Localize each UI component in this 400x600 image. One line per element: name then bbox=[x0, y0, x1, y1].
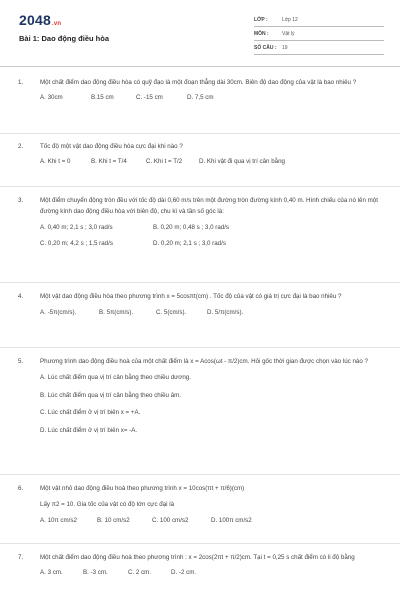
option-a[interactable]: A. 3 cm. bbox=[40, 568, 63, 576]
question-text: Một vật dao động điều hòa theo phương trình x = 5cosπt(cm) . Tốc độ của vật có giá trị cực đại là bao nhiêu ? bbox=[40, 293, 342, 300]
header-divider bbox=[0, 66, 400, 67]
option-c[interactable]: C. 100 cm/s2 bbox=[152, 516, 189, 524]
question-divider bbox=[0, 133, 400, 134]
option-d[interactable]: D. -2 cm. bbox=[171, 568, 197, 576]
question-3 bbox=[18, 196, 383, 250]
meta-value: Vật lý bbox=[282, 31, 295, 37]
question-divider bbox=[0, 347, 400, 348]
logo-suffix: .vn bbox=[51, 21, 62, 27]
question-4 bbox=[18, 292, 383, 319]
question-2 bbox=[18, 142, 383, 168]
logo-text: 2048 bbox=[19, 12, 51, 28]
question-number: 5. bbox=[18, 358, 24, 365]
option-d[interactable]: D. 5/π(cm/s). bbox=[207, 308, 244, 316]
question-divider bbox=[0, 282, 400, 283]
question-divider bbox=[0, 186, 400, 187]
option-b[interactable]: B. 10 cm/s2 bbox=[97, 516, 130, 524]
question-number: 2. bbox=[18, 143, 24, 150]
option-a[interactable]: A. 10π cm/s2 bbox=[40, 516, 77, 524]
option-d[interactable]: D. Khi vật đi qua vị trí cân bằng bbox=[199, 157, 285, 165]
answer-options bbox=[40, 373, 383, 437]
meta-underline bbox=[254, 54, 384, 55]
option-a[interactable]: A. -5π(cm/s). bbox=[40, 308, 77, 316]
option-c[interactable]: C. -15 cm bbox=[136, 93, 163, 101]
meta-underline bbox=[254, 26, 384, 27]
meta-value: Lớp 12 bbox=[282, 17, 298, 23]
option-c[interactable]: C. 5(cm/s). bbox=[156, 308, 187, 316]
option-b[interactable]: B. 0,20 m; 0,48 s ; 3,0 rad/s bbox=[153, 223, 230, 231]
question-text: Một vật nhỏ dao động điều hoà theo phương trình x = 10cos(πt + π/6)(cm) bbox=[40, 485, 245, 492]
question-text: Phương trình dao động điều hoà của một chất điểm là x = Acos(ωt - π/2)cm. Hỏi gốc thời gian được chọn vào lúc nào ? bbox=[40, 358, 368, 365]
meta-value: 19 bbox=[282, 45, 288, 51]
option-d[interactable]: D. 0,20 m; 2,1 s ; 3,0 rad/s bbox=[153, 240, 226, 248]
question-text: Tốc độ một vật dao động điều hòa cực đại khi nào ? bbox=[40, 143, 183, 150]
option-d[interactable]: D. Lúc chất điểm ở vị trí biên x= -A. bbox=[40, 427, 138, 435]
meta-label: MÔN : bbox=[254, 31, 269, 37]
question-text: Một điểm chuyển động tròn đều với tốc độ dài 0,60 m/s trên một đường tròn đường kính 0,40 m. Hình chiếu của nó lên một đường kính dao động điều hòa với biên độ, chu kì và tần số góc là: bbox=[40, 197, 378, 215]
question-divider bbox=[0, 543, 400, 544]
question-6 bbox=[18, 484, 383, 526]
option-b[interactable]: B. Lúc chất điểm qua vị trí cân bằng theo chiều âm. bbox=[40, 391, 182, 399]
option-c[interactable]: C. 2 cm. bbox=[128, 568, 152, 576]
option-b[interactable]: B. -3 cm. bbox=[83, 568, 108, 576]
question-number: 3. bbox=[18, 197, 24, 204]
meta-label: LỚP : bbox=[254, 17, 268, 23]
answer-options bbox=[40, 568, 383, 579]
question-5 bbox=[18, 357, 383, 437]
answer-options bbox=[40, 308, 383, 319]
option-a[interactable]: A. Khi t = 0 bbox=[40, 157, 71, 165]
question-number: 4. bbox=[18, 293, 24, 300]
answer-options bbox=[40, 157, 383, 168]
option-d[interactable]: D. 100π cm/s2 bbox=[211, 516, 252, 524]
lesson-title: Bài 1: Dao động điều hòa bbox=[19, 34, 110, 43]
option-d[interactable]: D. 7,5 cm bbox=[187, 93, 214, 101]
option-c[interactable]: C. Khi t = T/2 bbox=[146, 157, 183, 165]
question-text-line-2: Lấy π2 = 10. Gia tốc của vật có độ lớn cực đại là bbox=[40, 500, 175, 508]
answer-options bbox=[40, 516, 383, 527]
question-number: 7. bbox=[18, 554, 24, 561]
question-divider bbox=[0, 474, 400, 475]
option-c[interactable]: C. Lúc chất điểm ở vị trí biên x = +A. bbox=[40, 409, 141, 417]
question-text: Một chất điểm dao động điều hòa có quỹ đạo là một đoạn thẳng dài 30cm. Biên độ dao động của vật là bao nhiêu ? bbox=[40, 79, 357, 86]
question-text: Một chất điểm dao động điều hoà theo phương trình : x = 2cos(2πt + π/2)cm. Tại t = 0,25 s chất điểm có li độ bằng bbox=[40, 554, 355, 561]
option-a[interactable]: A. Lúc chất điểm qua vị trí cân bằng theo chiều dương. bbox=[40, 373, 191, 381]
option-b[interactable]: B. 5π(cm/s). bbox=[99, 308, 134, 316]
question-number: 1. bbox=[18, 79, 24, 86]
meta-label: SỐ CÂU : bbox=[254, 45, 277, 51]
option-b[interactable]: B. Khi t = T/4 bbox=[91, 157, 127, 165]
answer-options bbox=[40, 93, 383, 104]
option-a[interactable]: A. 0,40 m; 2,1 s ; 3,0 rad/s bbox=[40, 223, 113, 231]
answer-options bbox=[40, 223, 383, 251]
option-a[interactable]: A. 30cm bbox=[40, 93, 63, 101]
option-b[interactable]: B.15 cm bbox=[91, 93, 114, 101]
question-7 bbox=[18, 553, 383, 579]
question-1 bbox=[18, 78, 383, 104]
meta-underline bbox=[254, 40, 384, 41]
question-number: 6. bbox=[18, 485, 24, 492]
option-c[interactable]: C. 0,20 m; 4,2 s ; 1,5 rad/s bbox=[40, 240, 113, 248]
site-logo[interactable] bbox=[19, 12, 61, 28]
